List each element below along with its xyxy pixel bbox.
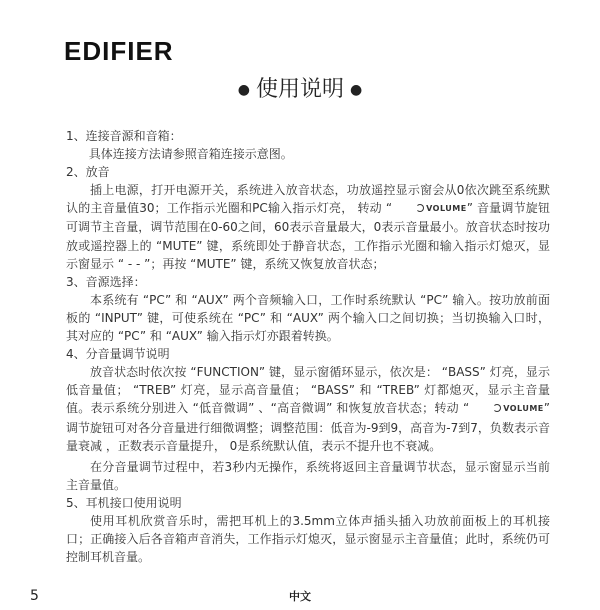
brand-logo: EDIFIER <box>64 36 174 66</box>
section-2-text <box>66 181 550 272</box>
language-label: 中文 <box>289 590 311 603</box>
section-4-note: 在分音量调节过程中，若3秒内无操作，系统将返回主音量调节状态，显示窗显示当前主音量值。 <box>66 459 550 492</box>
section-2-text-part-a: 插上电源，打开电源开关，系统进入放音状态，功放遥控显示窗会从0依次跳至系统默认的主音量值30；工作指示光圈和PC输入指示灯亮， 转动 “ <box>66 183 550 216</box>
section-2-text-part-b: ” 音量调节旋钮可调节主音量，调节范围在0-60之间，60表示音量最大，0表示音量最小。放音状态时按功放或遥控器上的 “MUTE” 键，系统即处于静音状态，工作指示光圈和输入指示灯熄灭，显示窗显示 “ - - ”；再按 “MUTE” 键，系统又恢复放音状态； <box>66 201 550 271</box>
section-3-text: 本系统有 “PC” 和 “AUX” 两个音频输入口，工作时系统默认 “PC” 输入。按功放前面板的 “INPUT” 键，可使系统在 “PC” 和 “AUX” 两个输入口之间切换；当切换输入口时，其对应的 “PC” 和 “AUX” 输入指示灯亦跟着转换。 <box>66 292 550 344</box>
section-5-heading: 5、耳机接口使用说明 <box>66 495 182 510</box>
section-3-heading: 3、音源选择： <box>66 274 146 289</box>
title-bullet-left: ● <box>237 82 250 98</box>
volume-knob-symbol <box>392 200 467 218</box>
rotate-icon-2 <box>493 404 501 412</box>
title-text: 使用说明 <box>255 77 344 102</box>
section-4-text-part-a: 放音状态时依次按 “FUNCTION” 键，显示窗循环显示，依次是： “BASS” 灯亮，显示低音量值； “TREB” 灯亮，显示高音量值； “BASS” 和 “TREB” 灯都熄灭，显示主音量值。表示系统分别进入 “低音微调” 、“高音微调” 和恢复放音状态；转动 “ <box>66 365 550 416</box>
page-title <box>0 72 600 103</box>
section-2-heading: 2、放音 <box>66 165 110 180</box>
rotate-icon <box>416 204 424 212</box>
volume-label: VOLUME <box>426 204 467 214</box>
section-5-text: 使用耳机欣赏音乐时，需把耳机上的3.5mm立体声插头插入功放前面板上的耳机接口；正确接入后各音箱声音消失，工作指示灯熄灭，显示窗显示主音量值；此时，系统仍可控制耳机音量。 <box>66 513 550 565</box>
section-4-text <box>66 363 550 454</box>
volume-knob-symbol-2 <box>469 400 544 418</box>
section-1-text: 具体连接方法请参照音箱连接示意图。 <box>88 147 293 162</box>
volume-label-2: VOLUME <box>503 404 544 414</box>
section-1-heading: 1、连接音源和音箱： <box>66 129 182 143</box>
section-4-text-part-b: ” 调节旋钮可对各分音量进行细微调整；调整范围：低音为-9到9，高音为-7到7，负数表示音量衰减 ，正数表示音量提升， 0是系统默认值，表示不提升也不衰减。 <box>66 401 550 453</box>
section-4-heading: 4、分音量调节说明 <box>66 347 170 362</box>
page-number: 5 <box>30 588 39 604</box>
instruction-body <box>66 127 550 566</box>
title-bullet-right: ● <box>350 82 363 98</box>
